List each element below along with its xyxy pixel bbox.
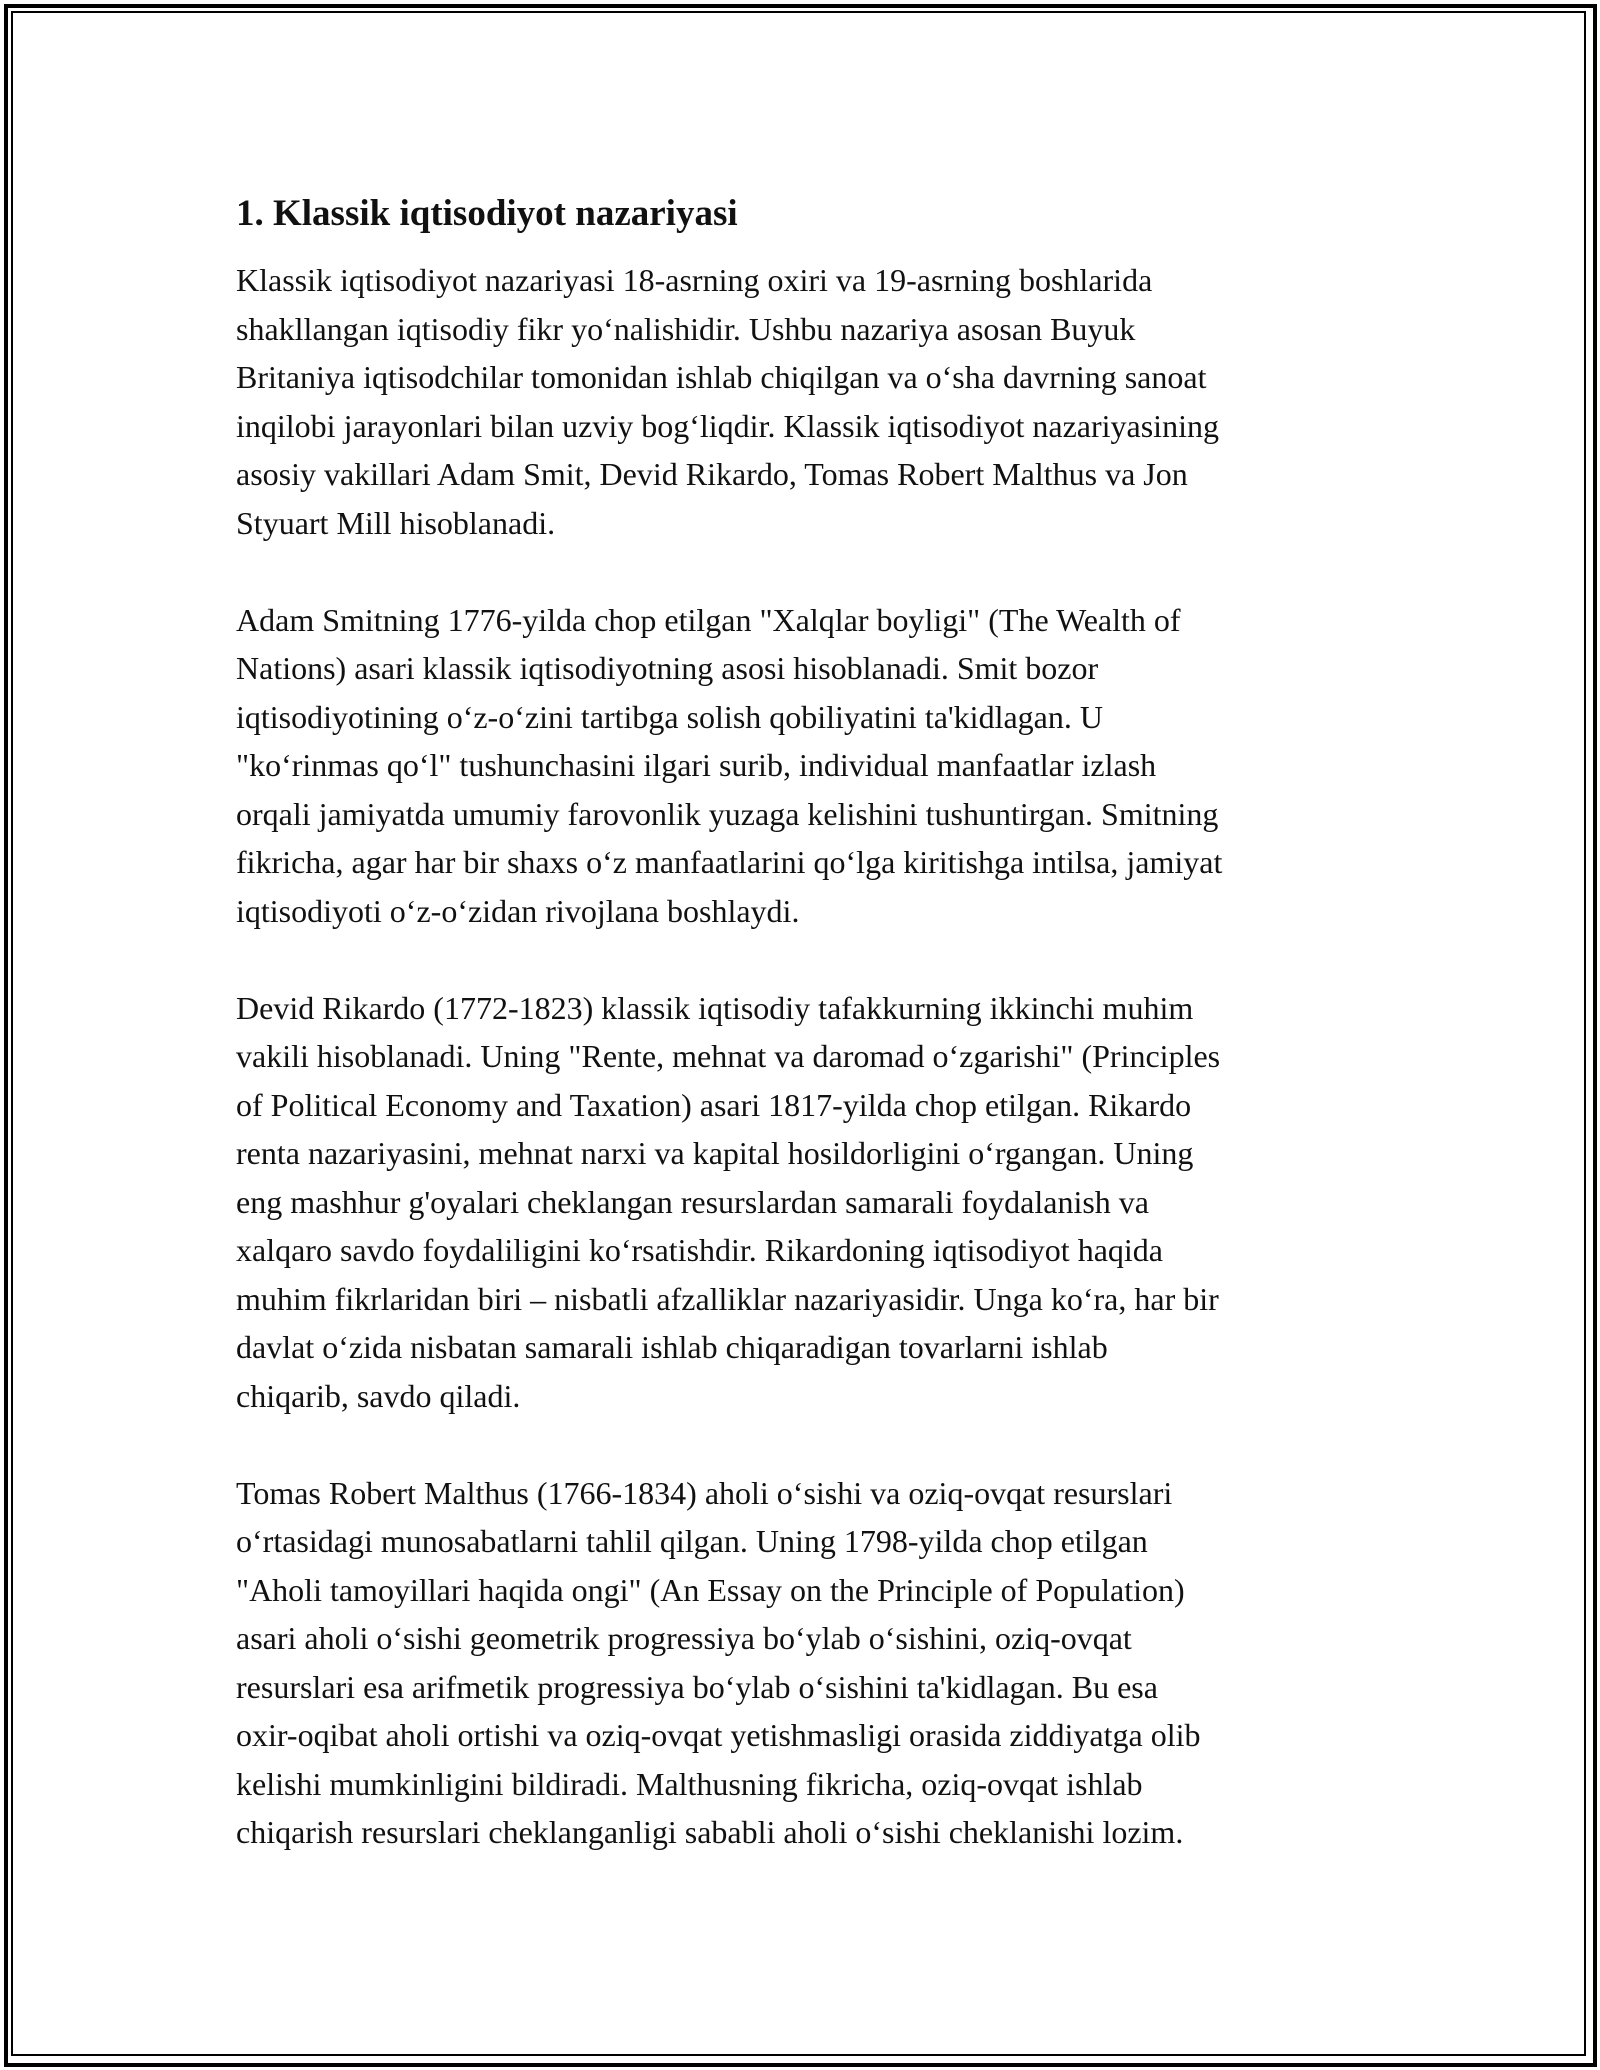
- text-line: Styuart Mill hisoblanadi.: [236, 504, 556, 541]
- text-line: iqtisodiyoti oʻz-oʻzidan rivojlana boshlaydi.: [236, 892, 800, 929]
- text-line: kelishi mumkinligini bildiradi. Malthusning fikricha, oziq-ovqat ishlab: [236, 1765, 1143, 1802]
- text-line: vakili hisoblanadi. Uning "Rente, mehnat va daromad oʻzgarishi" (Principles: [236, 1038, 1221, 1074]
- paragraph-ricardo: [236, 984, 1376, 1421]
- text-line: muhim fikrlaridan biri – nisbatli afzalliklar nazariyasidir. Unga koʻra, har bir: [236, 1280, 1219, 1317]
- section-heading: 1. Klassik iqtisodiyot nazariyasi: [236, 193, 738, 234]
- text-line: asosiy vakillari Adam Smit, Devid Rikardo, Tomas Robert Malthus va Jon: [236, 456, 1188, 492]
- text-line: eng mashhur g'oyalari cheklangan resurslardan samarali foydalanish va: [236, 1183, 1149, 1220]
- text-line: xalqaro savdo foydaliligini koʻrsatishdir. Rikardoning iqtisodiyot haqida: [236, 1232, 1163, 1268]
- paragraph-adam-smith: [236, 596, 1376, 936]
- text-line: fikricha, agar har bir shaxs oʻz manfaatlarini qoʻlga kiritishga intilsa, jamiyat: [236, 844, 1223, 880]
- text-line: Adam Smitning 1776-yilda chop etilgan "Xalqlar boyligi" (The Wealth of: [236, 601, 1181, 638]
- text-line: Devid Rikardo (1772-1823) klassik iqtisodiy tafakkurning ikkinchi muhim: [236, 989, 1194, 1026]
- document-body: [236, 186, 1376, 1905]
- text-line: resurslari esa arifmetik progressiya boʻylab oʻsishini ta'kidlagan. Bu esa: [236, 1668, 1158, 1705]
- text-line: oʻrtasidagi munosabatlarni tahlil qilgan. Uning 1798-yilda chop etilgan: [236, 1523, 1148, 1559]
- text-line: of Political Economy and Taxation) asari 1817-yilda chop etilgan. Rikardo: [236, 1086, 1192, 1123]
- text-line: "koʻrinmas qoʻl" tushunchasini ilgari surib, individual manfaatlar izlash: [236, 747, 1157, 783]
- paragraph-malthus: [236, 1469, 1376, 1857]
- text-line: shakllangan iqtisodiy fikr yoʻnalishidir. Ushbu nazariya asosan Buyuk: [236, 310, 1136, 347]
- paragraph-intro: [236, 256, 1376, 547]
- text-line: Klassik iqtisodiyot nazariyasi 18-asrning oxiri va 19-asrning boshlarida: [236, 262, 1153, 298]
- text-line: iqtisodiyotining oʻz-oʻzini tartibga solish qobiliyatini ta'kidlagan. U: [236, 698, 1103, 735]
- text-line: chiqarish resurslari cheklanganligi sababli aholi oʻsishi cheklanishi lozim.: [236, 1814, 1184, 1850]
- text-line: orqali jamiyatda umumiy farovonlik yuzaga kelishini tushuntirgan. Smitning: [236, 795, 1219, 832]
- text-line: asari aholi oʻsishi geometrik progressiya boʻylab oʻsishini, oziq-ovqat: [236, 1620, 1132, 1656]
- text-line: davlat oʻzida nisbatan samarali ishlab chiqaradigan tovarlarni ishlab: [236, 1329, 1108, 1365]
- text-line: Tomas Robert Malthus (1766-1834) aholi oʻsishi va oziq-ovqat resurslari: [236, 1474, 1173, 1511]
- text-line: oxir-oqibat aholi ortishi va oziq-ovqat yetishmasligi orasida ziddiyatga olib: [236, 1717, 1201, 1753]
- text-line: inqilobi jarayonlari bilan uzviy bogʻliqdir. Klassik iqtisodiyot nazariyasining: [236, 407, 1219, 444]
- text-line: renta nazariyasini, mehnat narxi va kapital hosildorligini oʻrgangan. Uning: [236, 1135, 1194, 1171]
- text-line: "Aholi tamoyillari haqida ongi" (An Essay on the Principle of Population): [236, 1571, 1185, 1608]
- text-line: chiqarib, savdo qiladi.: [236, 1377, 521, 1414]
- text-line: Nations) asari klassik iqtisodiyotning asosi hisoblanadi. Smit bozor: [236, 650, 1099, 686]
- text-line: Britaniya iqtisodchilar tomonidan ishlab chiqilgan va oʻsha davrning sanoat: [236, 359, 1207, 395]
